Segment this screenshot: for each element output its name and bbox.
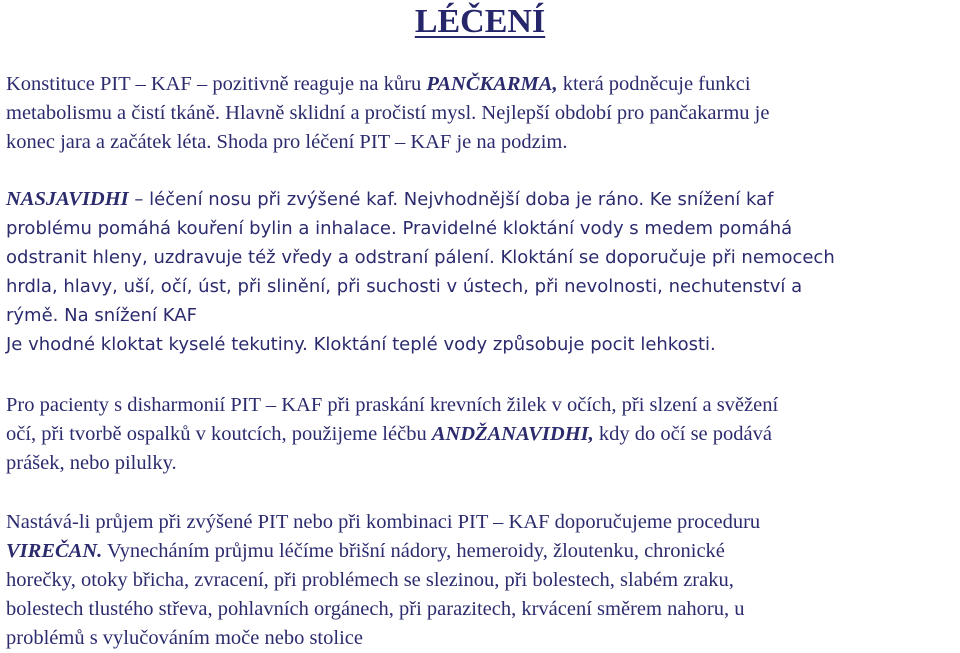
paragraph-line: konec jara a začátek léta. Shoda pro léčení PIT – KAF je na podzim. xyxy=(6,131,568,153)
paragraph-line: rýmě. Na snížení KAF xyxy=(6,305,197,326)
paragraph-line xyxy=(6,537,956,566)
paragraph-line: metabolismu a čistí tkáně. Hlavně sklidní a pročistí mysl. Nejlepší období pro pančakarmu je xyxy=(6,102,770,124)
paragraph-line xyxy=(6,185,956,214)
paragraph-line: Je vhodné kloktat kyselé tekutiny. Kloktání teplé vody způsobuje pocit lehkosti. xyxy=(6,334,716,355)
paragraph-nasjavidhi xyxy=(6,185,956,359)
procedure-name-nasjavidhi: NASJAVIDHI xyxy=(6,188,129,210)
paragraph-line: bolestech tlustého střeva, pohlavních orgánech, při parazitech, krvácení směrem nahoru, u xyxy=(6,598,745,620)
text-run: – léčení nosu při zvýšené kaf. Nejvhodnější doba je ráno. Ke snížení kaf xyxy=(128,189,774,210)
paragraph-line xyxy=(6,70,956,99)
text-run: kdy do očí se podává xyxy=(593,423,772,445)
paragraph-line: problémů s vylučováním moče nebo stolice xyxy=(6,627,363,649)
paragraph-line xyxy=(6,420,956,449)
paragraph-line: Pro pacienty s disharmonií PIT – KAF při praskání krevních žilek v očích, při slzení a svěžení xyxy=(6,394,779,416)
paragraph-line: horečky, otoky břicha, zvracení, při problémech se slezinou, při bolestech, slabém zraku, xyxy=(6,569,734,591)
paragraph-virecan xyxy=(6,508,956,653)
paragraph-pancakarma xyxy=(6,70,956,157)
paragraph-andzanavidhi xyxy=(6,391,956,478)
paragraph-line: prášek, nebo pilulky. xyxy=(6,452,177,474)
paragraph-line: Nastává-li průjem při zvýšené PIT nebo při kombinaci PIT – KAF doporučujeme proceduru xyxy=(6,511,761,533)
page-title: LÉČENÍ xyxy=(414,3,546,40)
procedure-name-virecan: VIREČAN. xyxy=(6,540,103,562)
text-run: Vynecháním průjmu léčíme břišní nádory, hemeroidy, žloutenku, chronické xyxy=(102,540,725,562)
paragraph-line: odstranit hleny, uzdravuje též vředy a odstraní pálení. Kloktání se doporučuje při nemocech xyxy=(6,247,835,268)
text-run: Konstituce PIT – KAF – pozitivně reaguje na kůru xyxy=(6,73,427,95)
text-run: očí, při tvorbě ospalků v koutcích, použijeme léčbu xyxy=(6,423,432,445)
procedure-name-pancakarma: PANČKARMA, xyxy=(426,73,558,95)
paragraph-line: problému pomáhá kouření bylin a inhalace. Pravidelné kloktání vody s medem pomáhá xyxy=(6,218,793,239)
procedure-name-andzanavidhi: ANDŽANAVIDHI, xyxy=(431,423,594,445)
paragraph-line: hrdla, hlavy, uší, očí, úst, při slinění, při suchosti v ústech, při nevolnosti, nechutenství a xyxy=(6,276,803,297)
text-run: která podněcuje funkci xyxy=(557,73,751,95)
